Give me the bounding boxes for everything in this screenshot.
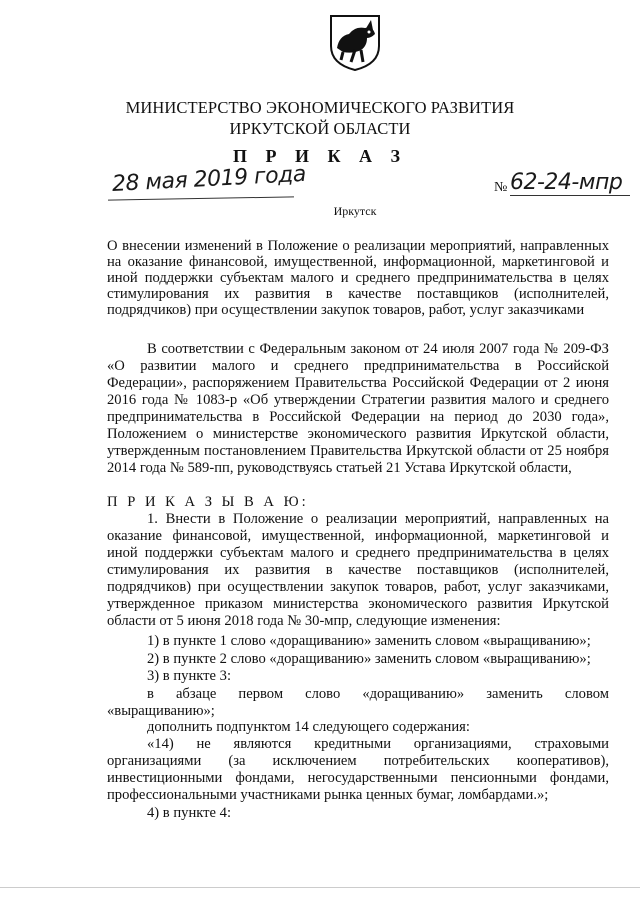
order-directive-word: П Р И К А З Ы В А Ю: xyxy=(107,494,309,510)
handwritten-order-number: 62-24-мпр xyxy=(510,170,623,195)
order-subitem-3-new-14: «14) не являются кредитными организациями, страховыми организациями (за исключением потребительских кооперативов), инвестиционными фондами, негосударственными пенсионными фондами, профессиональными участниками рынка ценных бумаг, ломбардами.»; xyxy=(107,736,609,803)
ministry-name-line-1: МИНИСТЕРСТВО ЭКОНОМИЧЕСКОГО РАЗВИТИЯ xyxy=(125,98,515,117)
ministry-name-line-2: ИРКУТСКОЙ ОБЛАСТИ xyxy=(229,119,411,138)
number-underline xyxy=(510,195,630,196)
irkutsk-coat-of-arms-icon xyxy=(321,12,389,72)
order-subitem-4: 4) в пункте 4: xyxy=(147,805,232,821)
order-subitem-1: 1) в пункте 1 слово «доращиванию» заменить словом «выращиванию»; xyxy=(147,633,591,649)
order-subitem-3-para-1: в абзаце первом слово «доращиванию» заменить словом «выращиванию»; xyxy=(107,686,609,719)
order-item-1: 1. Внести в Положение о реализации мероприятий, направленных на оказание финансовой, имущественной, информационной, маркетинговой и иной поддержки субъектам малого и среднего предпринимательства в целях стимулирования их развития в качестве поставщиков (исполнителей, подрядчиков) при осуществлении закупок товаров, работ, услуг заказчиками, утвержденное приказом министерства экономического развития Иркутской области от 5 июня 2018 года № 30-мпр, следующие изменения: xyxy=(107,511,609,629)
order-subitem-3-para-2: дополнить подпунктом 14 следующего содержания: xyxy=(147,719,470,735)
date-underline xyxy=(108,196,294,200)
number-prefix: № xyxy=(494,180,508,195)
order-subitem-3: 3) в пункте 3: xyxy=(147,668,232,684)
order-subject: О внесении изменений в Положение о реализации мероприятий, направленных на оказание финансовой, имущественной, информационной, маркетинговой и иной поддержки субъектам малого и среднего предпринимательства в целях стимулирования их развития в качестве поставщиков (исполнителей, подрядчиков) при осуществлении закупок товаров, работ, услуг заказчиками xyxy=(107,238,609,318)
order-subitem-2: 2) в пункте 2 слово «доращиванию» заменить словом «выращиванию»; xyxy=(147,651,591,667)
document-title: П Р И К А З xyxy=(232,146,408,166)
handwritten-date: 28 мая 2019 года xyxy=(111,161,307,197)
scan-edge-artifact xyxy=(0,886,640,889)
city-label: Иркутск xyxy=(333,204,377,218)
order-preamble: В соответствии с Федеральным законом от 24 июля 2007 года № 209-ФЗ «О развитии малого и среднего предпринимательства в Российской Федерации», распоряжением Правительства Российской Федерации от 2 июня 2016 года № 1083-р «Об утверждении Стратегии развития малого и среднего предпринимательства в Российской Федерации на период до 2030 года», Положением о министерстве экономического развития Иркутской области, утвержденным постановлением Правительства Иркутской области от 25 ноября 2014 года № 589-пп, руководствуясь статьей 21 Устава Иркутской области, xyxy=(107,341,609,476)
